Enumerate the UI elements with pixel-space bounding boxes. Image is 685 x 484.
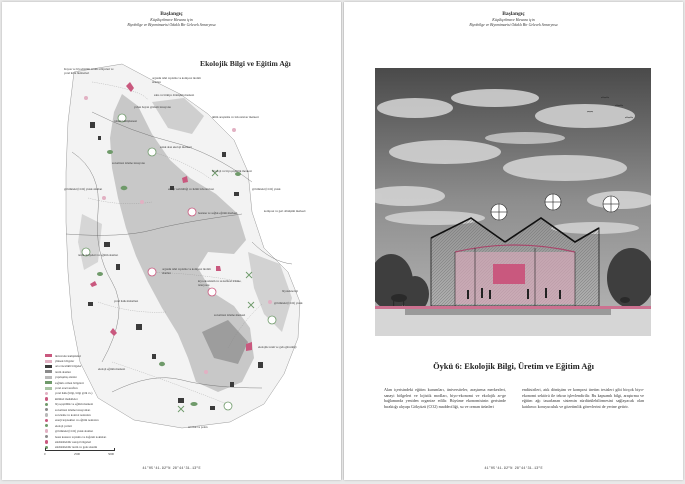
legend-label: kültürel mahalleler [54, 396, 78, 401]
legend-label: su izleme ve kontrol noktaları [54, 412, 91, 417]
map-callout: biyoteknoloji [282, 289, 298, 293]
right-page-header [344, 11, 683, 28]
map-title: Ekolojik Bilgi ve Eğitim Ağı [200, 59, 291, 68]
left-page [2, 2, 341, 480]
legend-label: yerel arazi sınıfları [55, 386, 78, 391]
legend-swatch [45, 440, 48, 443]
legend-swatch [45, 424, 48, 427]
legend-swatch [45, 392, 48, 395]
header-subtitle-2: Biyobölge ve Biyomimarisi Odaklı Bir Gelecek Senaryosu [127, 23, 216, 27]
map-callout: gölcükteki (CO2) yutak alanları [64, 187, 103, 191]
map-callout: su kalitesi izleme istasyonu [112, 161, 145, 165]
header-title: Başlangıç [502, 11, 525, 17]
legend-swatch [45, 387, 52, 390]
scale-bar [45, 448, 115, 451]
legend-item [45, 434, 106, 439]
right-page [344, 2, 683, 480]
story-title: Öykü 6: Ekolojik Bilgi, Üretim ve Eğitim Ağı [433, 362, 594, 371]
map-callout: arıcılık ve polen [188, 425, 208, 429]
legend-swatch [45, 370, 52, 373]
header-title: Başlangıç [160, 11, 183, 17]
legend-label: sürdürülebilir sanayi bölgeleri [54, 439, 92, 444]
legend-swatch [45, 419, 48, 422]
scale-label-5000: 5000 [108, 452, 114, 456]
map-callout: tohum kütüphanesi [114, 119, 137, 123]
legend-label: yapılaşmış alanlar [55, 375, 77, 380]
legend-swatch [45, 413, 48, 416]
legend-swatch [45, 397, 48, 400]
map-callout: gölcükteki (CO2) yutak [252, 187, 281, 191]
legend-swatch [45, 435, 48, 438]
map-callout: kıyı ekosistem ve su kalitesi izleme istasyonu [198, 279, 241, 287]
legend-label: tarım alanları [55, 369, 72, 374]
legend-label: gölcükteki (CO2) yutak alanları [54, 429, 94, 434]
architectural-rendering [375, 68, 651, 336]
legend-swatch [45, 381, 52, 384]
right-page-footer: 41°05′41.92″N 28°44′31.13″E [484, 467, 543, 471]
map-callout: gölcükteki (CO2) yutak [274, 301, 303, 305]
map-callout: sulak alan ekoloji merkezi [160, 145, 192, 149]
legend-label: sürdürülebilir tarım ve gıda sistemi [54, 445, 98, 450]
map-callout: enerji verimliliği ve iklim laboratuvarı [168, 187, 215, 191]
legend-swatch [45, 365, 52, 368]
scale-label-0: 0 [44, 452, 46, 456]
legend-label: sağlıklı orman bölgeleri [55, 380, 84, 385]
header-subtitle-1: Küçükçekmece Havzası için [150, 18, 193, 22]
story-body-left: Alan içerisindeki eğitim kurumları, üniversiteler, araştırma merkezleri, sanayi bölgeleri ve lojistik modları, biyo-ekonomi ve ekolojik ar-ge bağlamında yeniden organize edilir. Büyüme ekonomisinin gerisinde bıraktığı alıyapı Gökyüzü (CO2) maddeciliği, su ve orman ürünleri [384, 387, 506, 409]
legend-label: orta öncelikli bölgeler [55, 364, 82, 369]
map-callout: saha ve bitkiye dönüşüm merkezi [154, 93, 195, 97]
legend-swatch [45, 408, 48, 411]
scale-label-2500: 2500 [74, 452, 80, 456]
left-page-footer: 41°05′41.92″N 28°44′31.13″E [142, 467, 201, 471]
legend-label: hasat kazancı toplama ve dağıtım noktaları [54, 434, 107, 439]
header-subtitle-1: Küçükçekmece Havzası için [492, 18, 535, 22]
header-subtitle-2: Biyobölge ve Biyomimarisi Odaklı Bir Gelecek Senaryosu [469, 23, 558, 27]
map-callout: iklim araştırma ve laboratuvar merkezi [212, 115, 259, 119]
map-callout: hastane ve sağlık eğitim merkezi [198, 211, 238, 215]
legend-label: biyoçeşitlilik ve eğitim merkezi [54, 402, 94, 407]
legend-swatch [45, 360, 52, 363]
map-callout: yerel halk mahallesi [114, 299, 139, 303]
map-callout: biyoloji ve biyoçeşitlilik merkezi [212, 169, 252, 173]
legend-label: su kalitesi izleme istasyonları [54, 407, 91, 412]
map-callout: organik tahıl toplama ve kompost üretim alanları [162, 267, 211, 275]
story-body-right: endüstrileri, atık dönüşüm ve kompost üretim tesisleri gibi birçok biyo-ekonomi sektörü ile tekrar işlevlendirilir. Bu kapsamlı bilgi, araştırma ve eğitim ağı tasarlanan sistemin sürdürülebilirmesini sağlayacak olan katılımcı koruyuculuk ve gözetimlik görevlerini de yerine getirir. [522, 387, 644, 409]
legend-label: enerji kaynakları ve eğitim noktaları [54, 418, 99, 423]
legend-swatch [45, 376, 52, 379]
legend-label: üniversite kampüsleri [55, 353, 81, 358]
map-callout: ekoloji eğitim merkezi [98, 367, 126, 371]
legend-swatch [45, 403, 48, 406]
legend-item [45, 418, 106, 423]
map-callout: tarım atölyeleri ve eğitim alanları [78, 253, 119, 257]
map-callout: kompost ve geri dönüşüm merkezi [264, 209, 306, 213]
map-callout: su kalitesi izleme merkezi [214, 313, 246, 317]
map-legend [45, 353, 106, 450]
legend-swatch [45, 429, 48, 432]
legend-label: yerel halk (bilgi, bilgi gölü vs.) [54, 391, 93, 396]
map-callout: Kayısı ve biyodizilim tarımı atölyeleri ve yerel ürün hizmetleri [64, 67, 114, 75]
legend-swatch [45, 354, 52, 357]
map-callout: organik tahıl toplama ve kompost üretim alanları [152, 76, 201, 84]
map-callout: ekolojik tarım ve gıda güvenliği [258, 345, 297, 349]
map-callout: yaban hayatı gözlem istasyonu [134, 105, 171, 109]
legend-label: yüksek bölgeler [55, 359, 75, 364]
legend-label: ekoloji yerleri [54, 423, 72, 428]
